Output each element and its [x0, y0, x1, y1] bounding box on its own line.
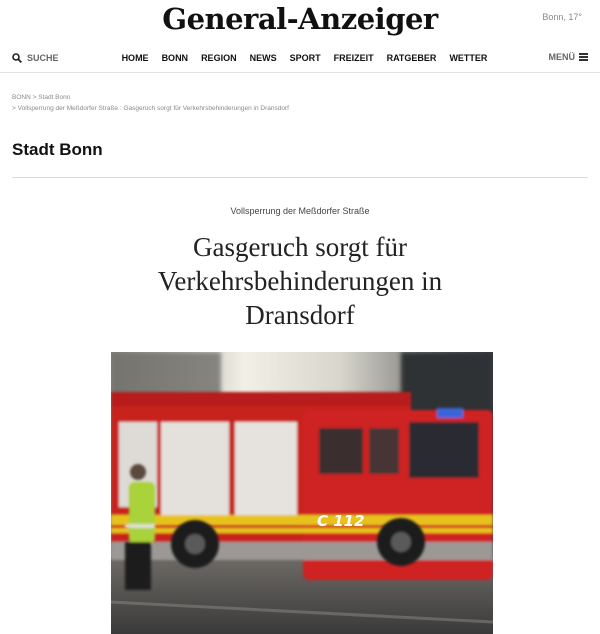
menu-label: MENÜ — [548, 52, 575, 62]
breadcrumb-separator: > — [12, 105, 16, 112]
main-navigation — [0, 44, 600, 73]
section-divider — [12, 177, 588, 178]
hamburger-icon — [579, 53, 588, 61]
nav-bonn[interactable]: BONN — [161, 53, 189, 63]
breadcrumb — [12, 92, 289, 114]
nav-sport[interactable]: SPORT — [289, 53, 321, 63]
breadcrumb-article[interactable]: Vollsperrung der Meßdorfer Straße : Gasgeruch sorgt für Verkehrsbehinderungen in Dransdorf — [17, 105, 289, 112]
breadcrumb-bonn[interactable]: BONN — [12, 94, 31, 101]
nav-region[interactable]: REGION — [201, 53, 237, 63]
article-kicker: Vollsperrung der Meßdorfer Straße — [230, 206, 370, 216]
article-headline: Gasgeruch sorgt für Verkehrsbehinderungen in Dransdorf — [157, 232, 443, 330]
nav-freizeit[interactable]: FREIZEIT — [333, 53, 374, 63]
nav-ratgeber[interactable]: RATGEBER — [386, 53, 437, 63]
breadcrumb-stadt-bonn[interactable]: Stadt Bonn — [38, 94, 71, 101]
nav-wetter[interactable]: WETTER — [449, 53, 488, 63]
nav-news[interactable]: NEWS — [249, 53, 277, 63]
svg-text:C 112: C 112 — [317, 512, 365, 530]
section-title[interactable]: Stadt Bonn — [12, 140, 103, 159]
site-logo[interactable]: General-Anzeiger — [162, 2, 438, 36]
fire-truck-image — [111, 352, 493, 634]
nav-links — [0, 53, 600, 63]
nav-home[interactable]: HOME — [121, 53, 149, 63]
article-photo[interactable] — [111, 352, 493, 634]
menu-button[interactable] — [549, 52, 589, 62]
top-bar — [0, 0, 600, 44]
breadcrumb-separator: > — [32, 94, 37, 101]
weather-info[interactable]: Bonn, 17° — [542, 12, 582, 22]
search-label: SUCHE — [27, 53, 59, 63]
